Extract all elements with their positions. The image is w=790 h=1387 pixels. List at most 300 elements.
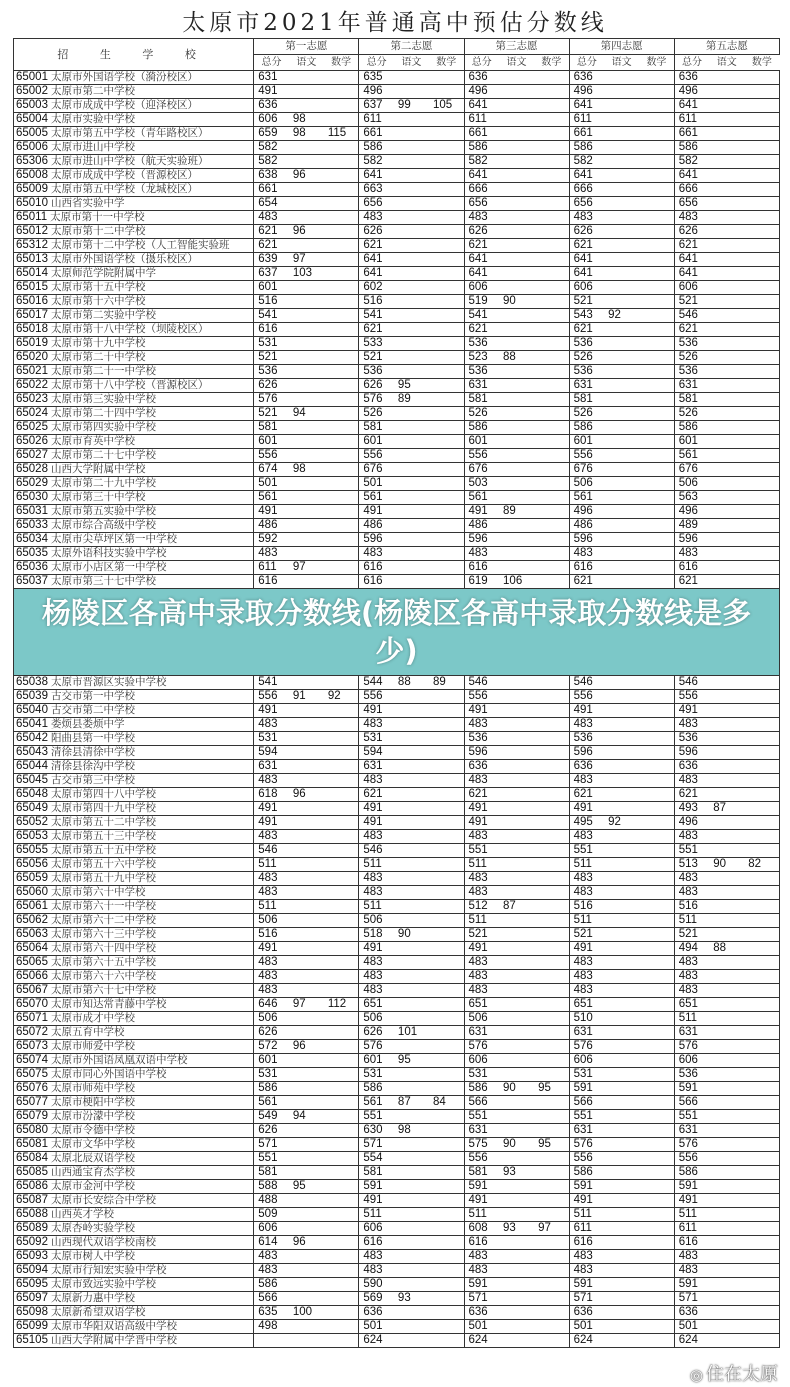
total-score-cell: 636 [254,99,289,113]
math-score-cell [429,71,464,85]
total-score-cell: 594 [359,746,394,760]
total-score-cell: 483 [464,547,499,561]
school-code: 65043 [16,746,48,758]
math-score-cell [639,295,674,309]
school-code: 65035 [16,547,48,559]
chinese-score-cell: 90 [394,928,429,942]
total-score-cell: 561 [254,1096,289,1110]
school-code: 65018 [16,323,48,335]
school-code: 65045 [16,774,48,786]
chinese-score-cell [499,281,534,295]
math-score-cell [534,704,569,718]
total-score-cell: 491 [464,1194,499,1208]
school-code: 65080 [16,1124,48,1136]
chinese-score-cell [394,1194,429,1208]
chinese-score-cell [709,127,744,141]
math-score-cell [639,561,674,575]
chinese-score-cell: 97 [289,561,324,575]
total-score-cell: 511 [359,900,394,914]
table-row [14,1152,780,1166]
chinese-score-cell [709,533,744,547]
total-score-cell: 496 [569,85,604,99]
chinese-score-cell [499,914,534,928]
school-code: 65063 [16,928,48,940]
total-score-cell: 635 [254,1306,289,1320]
chinese-score-cell [709,169,744,183]
total-score-cell: 536 [464,365,499,379]
math-score-cell [429,505,464,519]
chinese-score-cell [709,435,744,449]
chinese-score-cell [604,421,639,435]
total-score-cell: 616 [674,561,709,575]
total-score-cell: 586 [359,1082,394,1096]
school-cell [14,802,254,816]
total-score-cell: 491 [464,942,499,956]
school-code: 65015 [16,281,48,293]
school-cell [14,519,254,533]
school-code: 65055 [16,844,48,856]
table-row [14,183,780,197]
chinese-score-cell [499,746,534,760]
chinese-score-cell [604,449,639,463]
chinese-score-cell [499,421,534,435]
choice-header: 第一志愿 [254,39,359,55]
table-row [14,351,780,365]
chinese-score-cell [394,183,429,197]
total-score-cell: 483 [254,547,289,561]
total-score-cell: 651 [464,998,499,1012]
total-score-cell: 483 [359,1264,394,1278]
math-score-cell [429,183,464,197]
total-score-cell: 581 [674,393,709,407]
school-name: 太原市金河中学校 [50,1180,135,1192]
chinese-score-cell [499,984,534,998]
math-score-cell [429,169,464,183]
chinese-score-cell [394,197,429,211]
math-score-cell [429,704,464,718]
math-score-cell [429,900,464,914]
total-score-cell: 641 [569,169,604,183]
total-score-cell: 556 [254,690,289,704]
table-row [14,942,780,956]
total-score-cell: 621 [674,575,709,589]
math-score-cell [534,1334,569,1348]
chinese-score-cell [394,491,429,505]
chinese-score-cell [604,704,639,718]
chinese-score-cell [709,309,744,323]
math-score-cell [639,830,674,844]
chinese-score-cell [394,575,429,589]
table-row [14,1124,780,1138]
total-score-cell: 621 [464,323,499,337]
school-code: 65095 [16,1278,48,1290]
school-code: 65070 [16,998,48,1010]
chinese-score-cell [709,1250,744,1264]
chinese-score-cell [289,984,324,998]
table-row [14,197,780,211]
school-name: 太原市知达常青藤中学校 [50,998,167,1010]
chinese-score-cell [709,183,744,197]
math-score-cell [324,1012,359,1026]
math-score-cell [744,575,779,589]
total-score-cell: 582 [359,155,394,169]
math-score-cell [324,463,359,477]
chinese-score-cell [394,253,429,267]
chinese-score-cell [499,477,534,491]
chinese-score-cell [604,113,639,127]
chinese-score-cell [289,1194,324,1208]
chinese-score-cell [604,802,639,816]
total-score-cell: 536 [674,365,709,379]
math-score-cell: 84 [429,1096,464,1110]
school-code: 65037 [16,575,48,587]
chinese-score-cell [499,816,534,830]
math-score-cell [534,956,569,970]
chinese-score-cell [604,984,639,998]
total-score-cell: 586 [464,421,499,435]
math-score-cell [744,491,779,505]
math-score-cell [534,760,569,774]
chinese-score-cell [394,1138,429,1152]
table-row [14,253,780,267]
math-score-cell [324,295,359,309]
school-cell [14,463,254,477]
school-name: 太原市第六十二中学校 [50,914,156,926]
total-score-cell: 511 [254,858,289,872]
chinese-score-cell [709,351,744,365]
chinese-score-cell: 98 [289,113,324,127]
chinese-score-cell [604,155,639,169]
total-score-cell: 616 [569,1236,604,1250]
chinese-score-cell [394,463,429,477]
school-code: 65076 [16,1082,48,1094]
total-score-cell: 483 [359,872,394,886]
math-score-cell [639,239,674,253]
total-score-cell: 596 [359,533,394,547]
chinese-score-cell [394,1334,429,1348]
chinese-score-cell [709,85,744,99]
total-score-cell: 606 [359,1222,394,1236]
chinese-score-cell [709,816,744,830]
school-name: 太原市第六十一中学校 [50,900,156,912]
subject-header: 语文 [604,55,639,71]
math-score-cell [639,1264,674,1278]
math-score-cell [324,1306,359,1320]
math-score-cell [429,449,464,463]
total-score-cell: 616 [359,1236,394,1250]
math-score-cell [324,99,359,113]
table-row [14,169,780,183]
math-score-cell [429,295,464,309]
total-score-cell: 624 [674,1334,709,1348]
school-code: 65044 [16,760,48,772]
total-score-cell: 483 [254,886,289,900]
total-score-cell: 483 [464,970,499,984]
school-code: 65012 [16,225,48,237]
total-score-cell: 521 [569,295,604,309]
math-score-cell [639,71,674,85]
school-code: 65067 [16,984,48,996]
chinese-score-cell [709,505,744,519]
school-name: 太原市综合高级中学校 [50,519,156,531]
total-score-cell: 483 [254,211,289,225]
math-score-cell [534,169,569,183]
chinese-score-cell [709,718,744,732]
total-score-cell: 501 [569,1320,604,1334]
total-score-cell: 556 [464,449,499,463]
total-score-cell: 491 [464,802,499,816]
total-score-cell: 483 [464,211,499,225]
math-score-cell [429,267,464,281]
chinese-score-cell [499,886,534,900]
total-score-cell: 621 [359,323,394,337]
math-score-cell [744,914,779,928]
math-score-cell [324,435,359,449]
math-score-cell [639,746,674,760]
school-cell [14,253,254,267]
school-cell [14,984,254,998]
chinese-score-cell: 97 [289,998,324,1012]
chinese-score-cell [709,1194,744,1208]
school-cell [14,505,254,519]
math-score-cell [639,1166,674,1180]
table-row [14,1250,780,1264]
total-score-cell: 586 [254,1082,289,1096]
chinese-score-cell [604,1236,639,1250]
chinese-score-cell [709,1292,744,1306]
chinese-score-cell [499,239,534,253]
school-name: 山西大学附属中学晋中学校 [50,1334,177,1346]
chinese-score-cell [394,113,429,127]
chinese-score-cell [394,169,429,183]
school-cell [14,561,254,575]
math-score-cell [534,547,569,561]
chinese-score-cell [499,141,534,155]
math-score-cell [429,830,464,844]
math-score-cell: 95 [534,1082,569,1096]
table-body [14,71,780,1348]
math-score-cell [744,816,779,830]
school-code: 65059 [16,872,48,884]
total-score-cell: 621 [674,788,709,802]
school-code: 65087 [16,1194,48,1206]
chinese-score-cell [394,1264,429,1278]
chinese-score-cell: 96 [289,1236,324,1250]
total-score-cell: 551 [674,844,709,858]
total-score-cell: 521 [359,351,394,365]
total-score-cell: 491 [569,1194,604,1208]
math-score-cell [534,127,569,141]
math-score-cell [429,365,464,379]
math-score-cell [639,85,674,99]
school-cell [14,225,254,239]
table-row [14,928,780,942]
chinese-score-cell [289,1334,324,1348]
math-score-cell [324,1250,359,1264]
school-cell [14,239,254,253]
math-score-cell [534,407,569,421]
total-score-cell: 582 [254,141,289,155]
total-score-cell: 483 [569,872,604,886]
school-code: 65048 [16,788,48,800]
chinese-score-cell [394,309,429,323]
school-cell [14,704,254,718]
math-score-cell [639,533,674,547]
total-score-cell: 501 [254,477,289,491]
total-score-cell: 506 [254,914,289,928]
total-score-cell: 611 [254,561,289,575]
chinese-score-cell [604,253,639,267]
school-code: 65092 [16,1236,48,1248]
total-score-cell: 581 [254,421,289,435]
total-score-cell: 591 [464,1180,499,1194]
total-score-cell: 611 [569,1222,604,1236]
math-score-cell [744,435,779,449]
chinese-score-cell [709,155,744,169]
chinese-score-cell [394,351,429,365]
total-score-cell: 511 [359,1208,394,1222]
chinese-score-cell [709,1166,744,1180]
total-score-cell: 561 [254,491,289,505]
math-score-cell [429,886,464,900]
header-row-choices [14,39,780,55]
math-score-cell [744,872,779,886]
math-score-cell [324,449,359,463]
math-score-cell [534,1194,569,1208]
math-score-cell [324,71,359,85]
chinese-score-cell [709,225,744,239]
total-score-cell: 666 [674,183,709,197]
total-score-cell: 483 [464,984,499,998]
math-score-cell [744,942,779,956]
school-name: 太原新希望双语学校 [50,1306,146,1318]
total-score-cell: 576 [359,393,394,407]
chinese-score-cell [709,928,744,942]
math-score-cell [744,113,779,127]
subject-header: 语文 [709,55,744,71]
math-score-cell [744,1068,779,1082]
total-score-cell: 483 [464,1250,499,1264]
math-score-cell [429,774,464,788]
school-code: 65028 [16,463,48,475]
chinese-score-cell [499,1208,534,1222]
math-score-cell [744,519,779,533]
math-score-cell [429,718,464,732]
school-cell [14,155,254,169]
chinese-score-cell [289,718,324,732]
school-name: 太原市第十二中学校 [50,225,146,237]
school-cell [14,141,254,155]
table-row [14,85,780,99]
math-score-cell [744,407,779,421]
total-score-cell: 556 [464,690,499,704]
math-score-cell: 112 [324,998,359,1012]
total-score-cell: 626 [359,379,394,393]
school-name: 太原市同心外国语中学校 [50,1068,167,1080]
math-score-cell [429,1236,464,1250]
total-score-cell: 651 [359,998,394,1012]
table-row [14,1194,780,1208]
total-score-cell: 556 [359,449,394,463]
table-row [14,421,780,435]
total-score-cell: 618 [254,788,289,802]
school-name: 太原市第二十四中学校 [50,407,156,419]
total-score-cell: 561 [359,491,394,505]
total-score-cell: 521 [569,928,604,942]
school-cell [14,816,254,830]
school-code: 65034 [16,533,48,545]
school-name: 太原市第五中学校（青年路校区） [50,127,209,139]
school-code: 65010 [16,197,48,209]
total-score-cell: 491 [359,505,394,519]
chinese-score-cell [604,732,639,746]
chinese-score-cell [394,519,429,533]
chinese-score-cell [709,421,744,435]
school-code: 65081 [16,1138,48,1150]
chinese-score-cell [394,1306,429,1320]
total-score-cell: 483 [359,211,394,225]
chinese-score-cell [289,802,324,816]
chinese-score-cell: 92 [604,816,639,830]
math-score-cell [534,365,569,379]
math-score-cell [429,379,464,393]
school-cell [14,1026,254,1040]
total-score-cell: 531 [359,1068,394,1082]
chinese-score-cell: 98 [394,1124,429,1138]
math-score-cell [534,872,569,886]
chinese-score-cell [499,998,534,1012]
total-score-cell: 566 [254,1292,289,1306]
chinese-score-cell [289,1222,324,1236]
math-score-cell [639,1096,674,1110]
school-cell [14,1124,254,1138]
school-code: 65005 [16,127,48,139]
chinese-score-cell [604,1264,639,1278]
chinese-score-cell [604,211,639,225]
math-score-cell [639,393,674,407]
chinese-score-cell: 96 [289,169,324,183]
chinese-score-cell [394,1040,429,1054]
math-score-cell [429,393,464,407]
school-name: 太原市第二十中学校 [50,351,146,363]
chinese-score-cell [289,155,324,169]
chinese-score-cell [394,788,429,802]
math-score-cell [639,141,674,155]
chinese-score-cell [499,760,534,774]
chinese-score-cell [499,253,534,267]
chinese-score-cell [709,746,744,760]
school-cell [14,676,254,690]
school-name: 太原市第四实验中学校 [50,421,156,433]
school-cell [14,533,254,547]
math-score-cell [639,858,674,872]
total-score-cell: 483 [254,774,289,788]
math-score-cell [534,505,569,519]
total-score-cell: 483 [254,970,289,984]
school-code: 65013 [16,253,48,265]
math-score-cell [744,71,779,85]
total-score-cell: 676 [569,463,604,477]
math-score-cell [639,225,674,239]
chinese-score-cell [289,1068,324,1082]
total-score-cell: 588 [254,1180,289,1194]
chinese-score-cell [394,239,429,253]
total-score-cell: 586 [464,1082,499,1096]
math-score-cell [324,155,359,169]
math-score-cell [744,281,779,295]
chinese-score-cell [709,1110,744,1124]
school-cell [14,393,254,407]
